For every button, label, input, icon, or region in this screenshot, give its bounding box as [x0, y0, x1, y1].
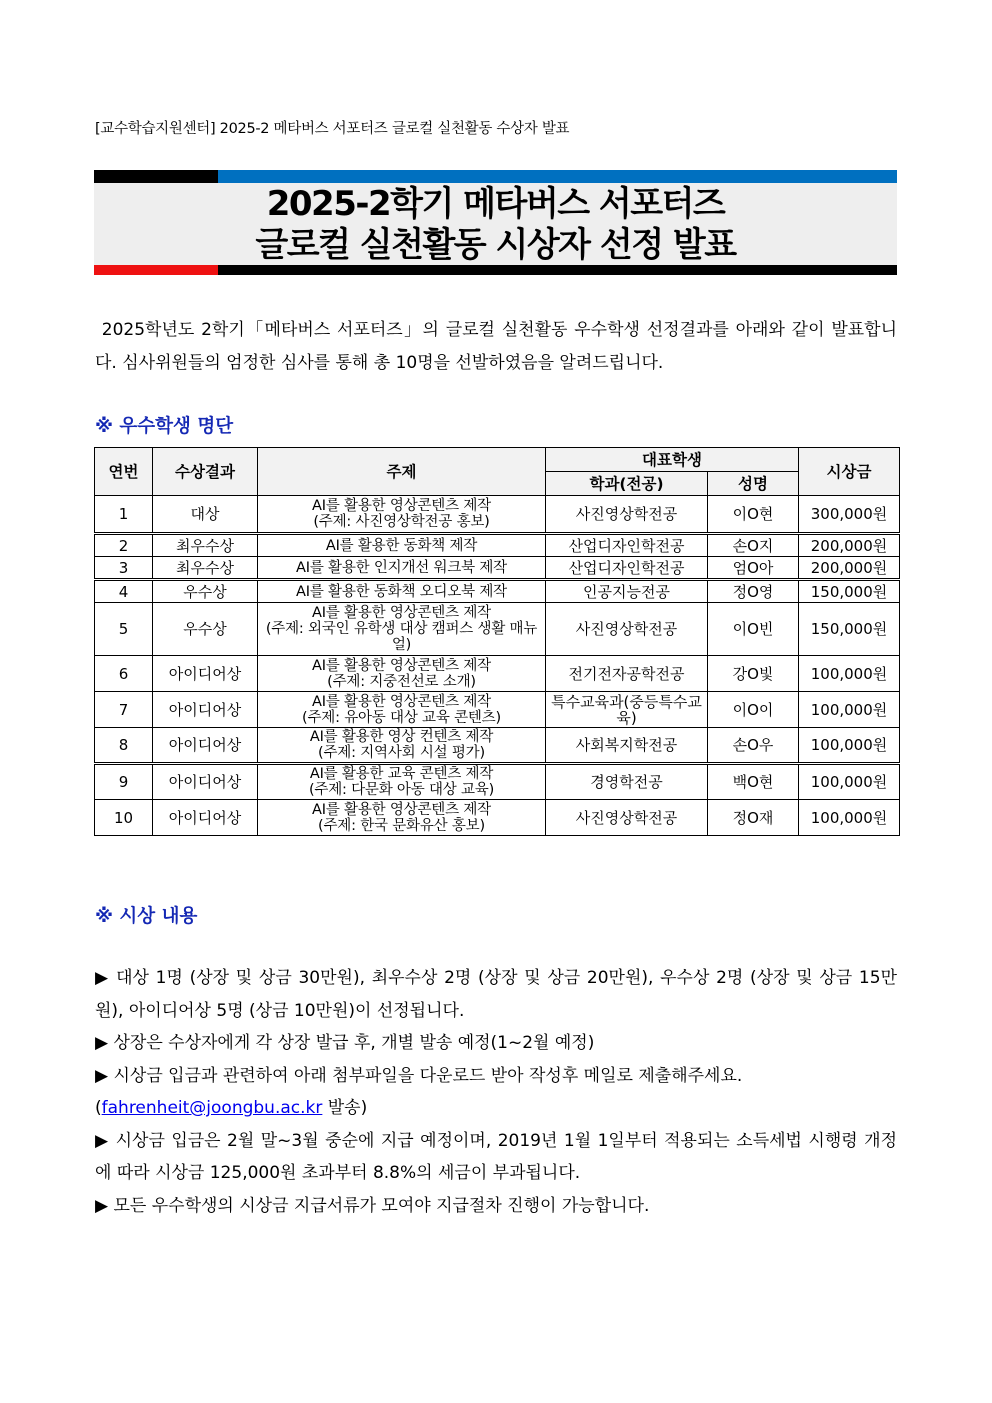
- section-heading-winners: ※ 우수학생 명단: [95, 416, 234, 437]
- cell-result: 아이디어상: [153, 656, 258, 692]
- header-result: 수상결과: [153, 448, 258, 496]
- intro-paragraph: [95, 314, 897, 380]
- cell-prize: 100,000원: [799, 692, 900, 728]
- banner-bottom-black-bar: [218, 265, 897, 275]
- cell-topic: AI를 활용한 동화책 오디오북 제작: [258, 580, 546, 603]
- cell-prize: 150,000원: [799, 580, 900, 603]
- topic-line2: (주제: 다문화 아동 대상 교육): [308, 782, 495, 798]
- document-header: [교수학습지원센터] 2025-2 메타버스 서포터즈 글로컬 실천활동 수상자 발표: [95, 121, 570, 137]
- cell-department: 사진영상학전공: [546, 603, 708, 656]
- header-no: 연번: [95, 448, 153, 496]
- email-suffix: 발송): [322, 1098, 368, 1118]
- cell-topic: [258, 603, 546, 656]
- banner-top-black-bar: [94, 170, 218, 183]
- cell-name: 손O지: [708, 534, 799, 557]
- winners-table: [94, 447, 900, 836]
- header-department: 학과(전공): [546, 472, 708, 496]
- topic-line2: (주제: 사진영상학전공 홍보): [313, 514, 490, 530]
- table-row: [95, 580, 900, 603]
- cell-result: 최우수상: [153, 557, 258, 580]
- cell-no: 10: [95, 800, 153, 836]
- topic-line1: AI를 활용한 영상콘텐츠 제작: [312, 605, 491, 621]
- cell-department: 산업디자인학전공: [546, 534, 708, 557]
- email-link[interactable]: fahrenheit@joongbu.ac.kr: [101, 1098, 323, 1118]
- cell-result: 아이디어상: [153, 764, 258, 800]
- table-row: [95, 728, 900, 764]
- cell-name: 손O우: [708, 728, 799, 764]
- cell-topic: AI를 활용한 동화책 제작: [258, 534, 546, 557]
- cell-prize: 300,000원: [799, 496, 900, 534]
- topic-line2: (주제: 지역사회 시설 평가): [318, 745, 485, 761]
- cell-prize: 100,000원: [799, 800, 900, 836]
- section-heading-award-details: ※ 시상 내용: [95, 906, 198, 927]
- cell-prize: 100,000원: [799, 728, 900, 764]
- cell-no: 8: [95, 728, 153, 764]
- cell-name: 강O빛: [708, 656, 799, 692]
- cell-department: 인공지능전공: [546, 580, 708, 603]
- cell-department: 사회복지학전공: [546, 728, 708, 764]
- cell-result: 대상: [153, 496, 258, 534]
- cell-department: 사진영상학전공: [546, 800, 708, 836]
- cell-no: 6: [95, 656, 153, 692]
- cell-result: 아이디어상: [153, 800, 258, 836]
- cell-name: 이O현: [708, 496, 799, 534]
- cell-no: 5: [95, 603, 153, 656]
- cell-result: 우수상: [153, 580, 258, 603]
- cell-name: 정O재: [708, 800, 799, 836]
- cell-name: 이O빈: [708, 603, 799, 656]
- cell-no: 1: [95, 496, 153, 534]
- cell-topic: [258, 692, 546, 728]
- cell-topic: [258, 764, 546, 800]
- cell-prize: 150,000원: [799, 603, 900, 656]
- cell-name: 엄O아: [708, 557, 799, 580]
- cell-no: 9: [95, 764, 153, 800]
- cell-prize: 100,000원: [799, 764, 900, 800]
- paren-open: (: [95, 1098, 102, 1118]
- detail-awards-count: ▶ 대상 1명 (상장 및 상금 30만원), 최우수상 2명 (상장 및 상금 20만원), 우수상 2명 (상장 및 상금 15만원), 아이디어상 5명 (상금 10만원)이 선정됩니다.: [95, 968, 897, 1021]
- title-banner: [94, 170, 897, 275]
- table-row: [95, 764, 900, 800]
- cell-no: 4: [95, 580, 153, 603]
- table-row: [95, 692, 900, 728]
- topic-line1: AI를 활용한 영상콘텐츠 제작: [312, 498, 491, 514]
- cell-topic: [258, 728, 546, 764]
- banner-top-blue-bar: [218, 170, 897, 183]
- cell-name: 정O영: [708, 580, 799, 603]
- cell-result: 최우수상: [153, 534, 258, 557]
- topic-line2: (주제: 외국인 유학생 대상 캠퍼스 생활 매뉴얼): [265, 621, 538, 653]
- cell-name: 이O이: [708, 692, 799, 728]
- table-row: [95, 800, 900, 836]
- detail-documents: ▶ 모든 우수학생의 시상금 지급서류가 모여야 지급절차 진행이 가능합니다.: [95, 1195, 650, 1216]
- header-prize: 시상금: [799, 448, 900, 496]
- intro-text: 2025학년도 2학기「메타버스 서포터즈」의 글로컬 실천활동 우수학생 선정결과를 아래와 같이 발표합니다. 심사위원들의 엄정한 심사를 통해 총 10명을 선발하였음을 알려드립니다.: [95, 320, 898, 373]
- cell-prize: 100,000원: [799, 656, 900, 692]
- cell-prize: 200,000원: [799, 534, 900, 557]
- topic-line1: AI를 활용한 교육 콘텐츠 제작: [309, 766, 494, 782]
- cell-department: 사진영상학전공: [546, 496, 708, 534]
- header-name: 성명: [708, 472, 799, 496]
- cell-no: 2: [95, 534, 153, 557]
- cell-topic: [258, 496, 546, 534]
- table-row: [95, 496, 900, 534]
- topic-line1: AI를 활용한 영상 컨텐츠 제작: [309, 729, 494, 745]
- topic-line2: (주제: 한국 문화유산 홍보): [318, 817, 485, 834]
- topic-line2: (주제: 유아동 대상 교육 콘텐츠): [302, 709, 501, 726]
- page-title-line2: 글로컬 실천활동 시상자 선정 발표: [255, 225, 736, 265]
- topic-line1: AI를 활용한 영상콘텐츠 제작: [312, 801, 491, 818]
- table-row: [95, 603, 900, 656]
- detail-submission: ▶ 시상금 입금과 관련하여 아래 첨부파일을 다운로드 받아 작성후 메일로 제출해주세요.: [95, 1065, 743, 1086]
- cell-topic: AI를 활용한 인지개선 워크북 제작: [258, 557, 546, 580]
- cell-department: 경영학전공: [546, 764, 708, 800]
- cell-prize: 200,000원: [799, 557, 900, 580]
- page-title-line1: 2025-2학기 메타버스 서포터즈: [266, 184, 725, 224]
- cell-department: 특수교육과(중등특수교육): [546, 692, 708, 728]
- header-topic: 주제: [258, 448, 546, 496]
- table-row: [95, 534, 900, 557]
- cell-no: 3: [95, 557, 153, 580]
- cell-topic: [258, 800, 546, 836]
- table-row: [95, 656, 900, 692]
- banner-bottom-red-bar: [94, 265, 218, 275]
- award-details: [95, 962, 897, 1222]
- topic-line1: AI를 활용한 영상콘텐츠 제작: [312, 693, 491, 710]
- cell-result: 우수상: [153, 603, 258, 656]
- cell-result: 아이디어상: [153, 692, 258, 728]
- cell-department: 산업디자인학전공: [546, 557, 708, 580]
- detail-certificate: ▶ 상장은 수상자에게 각 상장 발급 후, 개별 발송 예정(1~2월 예정): [95, 1033, 595, 1053]
- cell-department: 전기전자공학전공: [546, 656, 708, 692]
- topic-line2: (주제: 지중전선로 소개): [327, 673, 476, 690]
- table-row: [95, 557, 900, 580]
- cell-name: 백O현: [708, 764, 799, 800]
- detail-payment-tax: ▶ 시상금 입금은 2월 말~3월 중순에 지급 예정이며, 2019년 1월 1일부터 적용되는 소득세법 시행령 개정에 따라 시상금 125,000원 초과부터 8.8%의 세금이 부과됩니다.: [95, 1130, 897, 1183]
- header-representative: 대표학생: [546, 448, 799, 472]
- cell-result: 아이디어상: [153, 728, 258, 764]
- detail-email-line: [95, 1092, 897, 1125]
- cell-no: 7: [95, 692, 153, 728]
- topic-line1: AI를 활용한 영상콘텐츠 제작: [312, 657, 491, 674]
- cell-topic: [258, 656, 546, 692]
